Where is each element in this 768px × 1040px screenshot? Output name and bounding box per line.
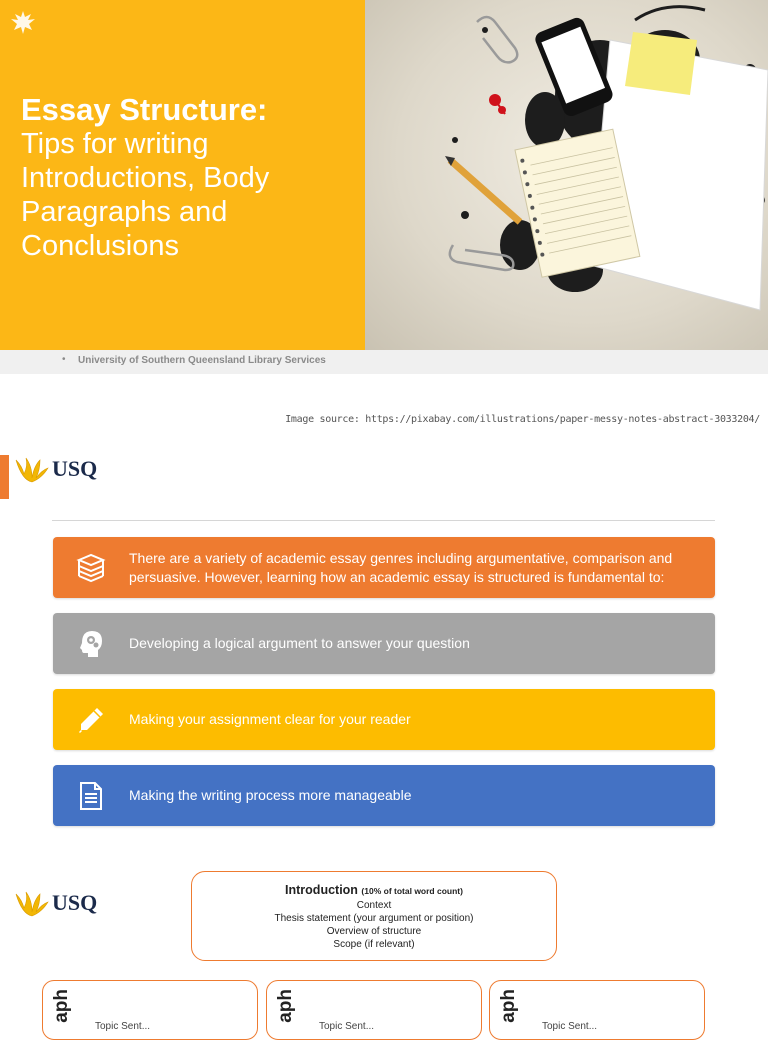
title-subtitle: Tips for writing Introductions, Body Paragraphs and Conclusions: [21, 128, 270, 262]
pencil-icon: [53, 706, 129, 734]
slide-footer: [0, 350, 768, 374]
body-paragraph-box: [489, 980, 705, 1040]
paragraph-snippet: Topic Sent...: [319, 1021, 375, 1032]
usq-phoenix-logo: [8, 8, 38, 38]
intro-line: Thesis statement (your argument or position): [274, 913, 474, 924]
image-source-credit: Image source: https://pixabay.com/illustrations/paper-messy-notes-abstract-3033204/: [285, 414, 760, 425]
slide-title: [21, 92, 351, 263]
paragraph-snippet: Topic Sent...: [542, 1021, 598, 1032]
paragraph-vertical-label: aph: [498, 989, 519, 1023]
desk-illustration: [365, 0, 768, 350]
intro-card: [53, 537, 715, 598]
stationery-illustration: [365, 0, 768, 350]
paragraph-vertical-label: aph: [51, 989, 72, 1023]
title-panel: [0, 0, 365, 350]
introduction-box: [191, 871, 557, 961]
introduction-note: (10% of total word count): [361, 886, 463, 896]
divider: [52, 520, 715, 521]
paperclip-icon: [477, 17, 517, 62]
card-text: Making the writing process more manageable: [129, 787, 412, 803]
intro-line: Scope (if relevant): [333, 939, 415, 950]
title-slide: [0, 0, 768, 350]
sticky-note: [625, 32, 697, 95]
usq-logo: [14, 454, 97, 484]
accent-bar: [0, 455, 9, 499]
usq-wordmark: USQ: [52, 456, 98, 481]
usq-wordmark: USQ: [52, 890, 98, 915]
phoenix-logo-icon: [14, 888, 50, 918]
document-icon: [53, 781, 129, 811]
card-text: Developing a logical argument to answer your question: [129, 635, 470, 651]
paragraph-vertical-label: aph: [275, 989, 296, 1023]
head-gears-icon: [53, 629, 129, 659]
clarity-card: [53, 689, 715, 750]
logical-argument-card: [53, 613, 715, 674]
intro-line: Context: [356, 900, 392, 911]
card-text: Making your assignment clear for your reader: [129, 711, 411, 727]
footer-bullet: •: [62, 354, 66, 365]
push-pin-icon: [489, 94, 506, 114]
card-text: There are a variety of academic essay genres including argumentative, comparison and persuasive. However, learning how an academic essay is structured is fundamental to:: [129, 549, 673, 585]
phoenix-logo-icon: [14, 454, 50, 484]
body-paragraph-box: [266, 980, 482, 1040]
footer-text: University of Southern Queensland Library Services: [78, 355, 326, 366]
pencil-drawing: [445, 156, 520, 222]
manageable-card: [53, 765, 715, 826]
books-icon: [53, 554, 129, 582]
introduction-heading: [192, 883, 556, 899]
body-paragraph-box: [42, 980, 258, 1040]
introduction-title: Introduction: [285, 883, 358, 897]
usq-logo: [14, 888, 97, 918]
title-bold: Essay Structure:: [21, 92, 268, 127]
paragraph-snippet: Topic Sent...: [95, 1021, 151, 1032]
intro-line: Overview of structure: [326, 926, 422, 937]
